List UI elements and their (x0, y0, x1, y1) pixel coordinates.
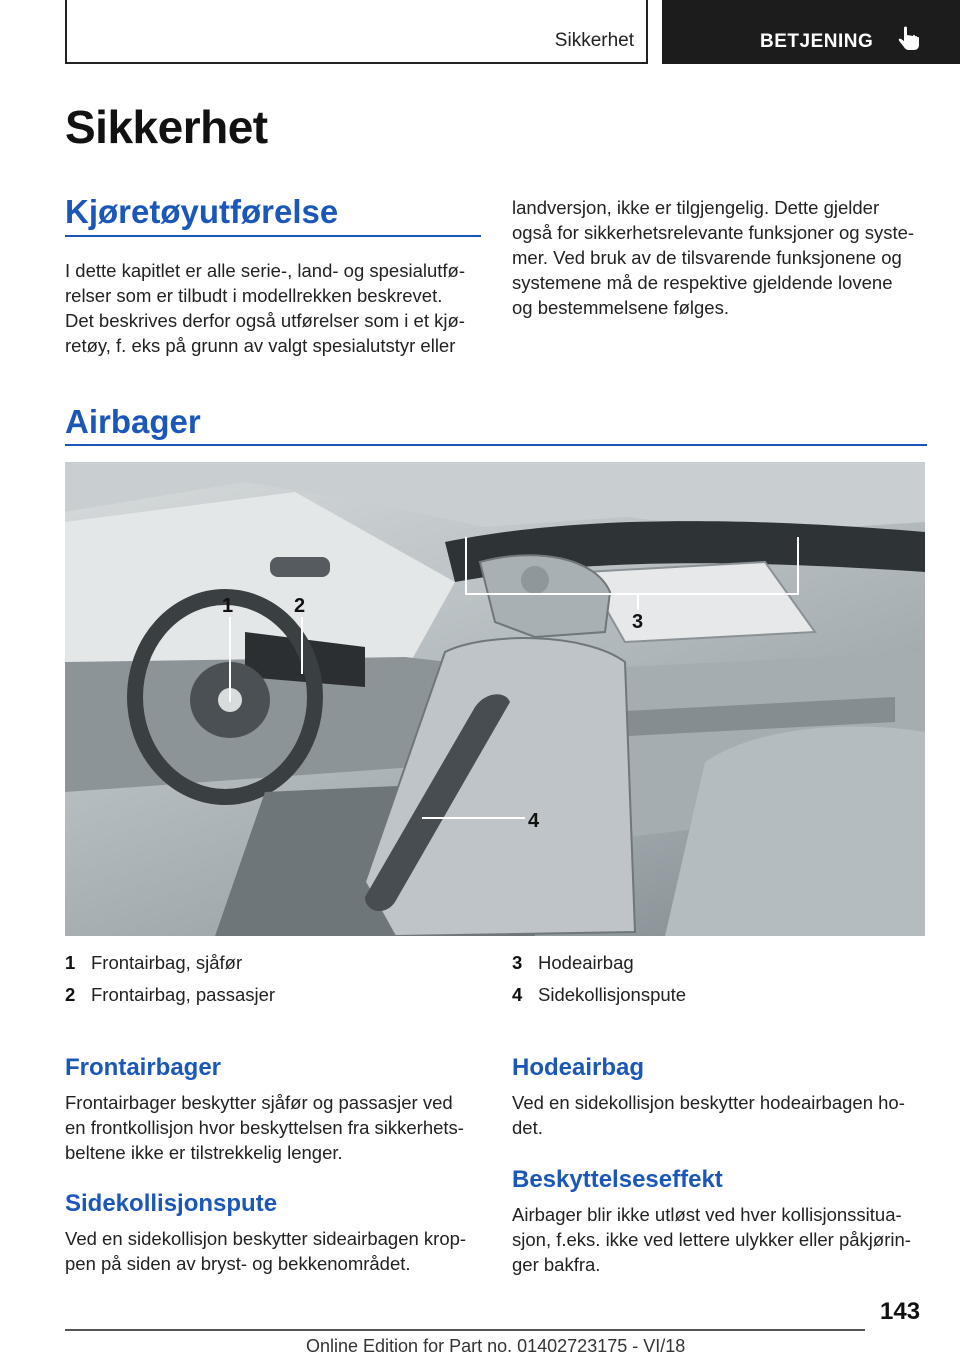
page-number: 143 (880, 1298, 921, 1325)
protective-effect-heading: Beskyttelseseffekt (512, 1166, 723, 1193)
protective-effect-text: Airbager blir ikke utløst ved hver kollisjonssitua- sjon, f.eks. ikke ved lettere ulykker eller påkjørin- ger bakfra. (512, 1204, 911, 1275)
section-rule (65, 235, 481, 237)
side-airbag-text: Ved en sidekollisjon beskytter sideairbagen krop- pen på siden av bryst- og bekkenområdet. (65, 1228, 467, 1274)
header-chapter-label: BETJENING (760, 31, 874, 52)
footer-edition: Online Edition for Part no. 01402723175 - VI/18 (306, 1336, 686, 1356)
section-rule (65, 444, 927, 446)
airbags-heading: Airbager (65, 403, 201, 440)
footer-rule (65, 1329, 865, 1331)
vehicle-design-heading: Kjøretøyutførelse (65, 193, 339, 230)
callout-2: 2 (294, 595, 306, 617)
head-airbag-text: Ved en sidekollisjon beskytter hodeairbagen ho- det. (512, 1092, 905, 1138)
hand-pointing-icon (898, 26, 920, 52)
legend-item: 1 Frontairbag, sjåfør (65, 952, 243, 973)
callout-4: 4 (528, 810, 540, 832)
head-airbag-heading: Hodeairbag (512, 1054, 645, 1081)
header-chapter-tab (662, 0, 960, 64)
legend-item: 2 Frontairbag, passasjer (65, 984, 276, 1005)
car-interior-drawing (65, 462, 925, 936)
header-section-tab (65, 0, 648, 64)
callout-1: 1 (222, 595, 234, 617)
side-airbag-heading: Sidekollisjonspute (65, 1190, 278, 1217)
vehicle-design-text-right: landversjon, ikke er tilgjengelig. Dette gjelder også for sikkerhetsrelevante funksjoner og syste- mer. Ved bruk av de tilsvarende funksjonene og systemene må de respektive gjeldende lovene og bestemmelsene følges. (512, 197, 915, 318)
legend-item: 3 Hodeairbag (512, 952, 634, 973)
front-airbags-heading: Frontairbager (65, 1054, 222, 1081)
page-title: Sikkerhet (65, 101, 268, 153)
callout-3: 3 (632, 611, 644, 633)
front-airbags-text: Frontairbager beskytter sjåfør og passasjer ved en frontkollisjon hvor beskyttelsen fra sikkerhets- beltene ikke er tilstrekkelig lenger. (65, 1092, 464, 1163)
airbag-illustration (65, 462, 925, 936)
vehicle-design-text-left: I dette kapitlet er alle serie-, land- og spesialutfø- relser som er tilbudt i modellrekken beskrevet. Det beskrives derfor også utførelser som i et kjø- retøy, f. eks på grunn av valgt spesialutstyr eller (65, 260, 465, 356)
legend-item: 4 Sidekollisjonspute (512, 984, 687, 1005)
header-section-label: Sikkerhet (554, 30, 634, 51)
